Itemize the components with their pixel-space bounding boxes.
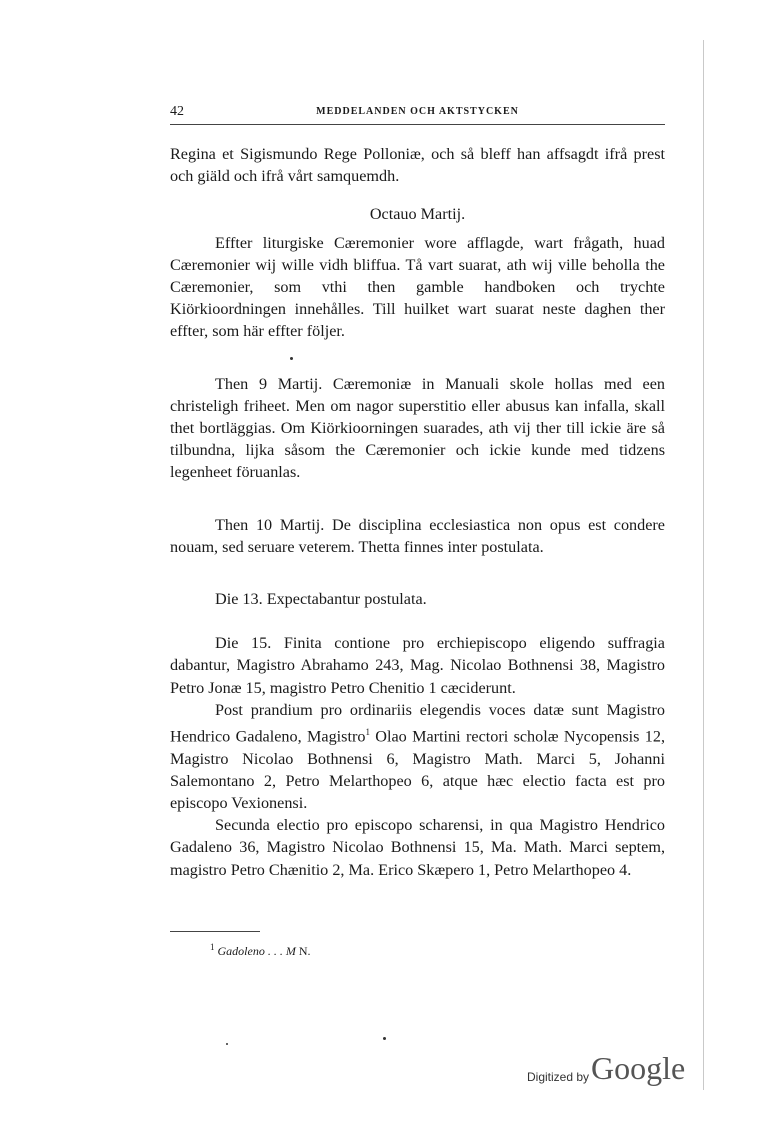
page-number: 42 — [170, 104, 184, 119]
speck — [290, 357, 293, 360]
post-prandium-text-a: Post prandium pro ordinariis elegendis voces datæ sunt Magistro Hendrico Gadaleno, Magistro — [170, 700, 665, 746]
paragraph-9-martij: Then 9 Martij. Cæremoniæ in Manuali skole hollas med een christeligh friheet. Men om nagor superstitio eller abusus kan infalla, skall thet bortläggias. Om Kiörkioorningen suarades, ath vij ther till ickie äre så tilbundna, lijka såsom the Cæremonier och ickie kunde med tidzens legenheet föruanlas. — [170, 374, 665, 482]
paragraph-die-13: Die 13. Expectabantur postulata. — [215, 590, 427, 609]
paragraph-secunda-electio: Secunda electio pro episcopo scharensi, in qua Magistro Hendrico Gadaleno 36, Magistro Nicolao Bothnensi 15, Ma. Math. Marci septem, magistro Petro Chænitio 2, Ma. Erico Skæpero 1, Petro Melarthopeo 4. — [170, 816, 665, 879]
paragraph-10-martij: Then 10 Martij. De disciplina ecclesiastica non opus est condere nouam, sed seruare veterem. Thetta finnes inter postulata. — [170, 515, 665, 556]
speck — [383, 1037, 386, 1040]
header-rule — [170, 124, 665, 125]
footnote-end: N. — [295, 944, 311, 958]
footnote — [210, 942, 311, 959]
footnote-italic: Gadoleno . . . M — [217, 944, 296, 958]
paragraph-die-15: Die 15. Finita contione pro erchiepiscopo eligendo suffragia dabantur, Magistro Abrahamo 243, Mag. Nicolao Bothnensi 38, Magistro Petro Jonæ 15, magistro Petro Chenitio 1 cæciderunt. — [170, 634, 665, 697]
page-header — [170, 104, 665, 122]
scan-edge-line — [703, 40, 704, 1090]
watermark-prefix: Digitized by — [527, 1070, 590, 1084]
footnote-rule — [170, 931, 260, 932]
footnote-reference: 1 — [365, 727, 370, 738]
digitized-watermark — [527, 1050, 697, 1090]
footnote-mark: 1 — [210, 942, 215, 952]
body-text — [170, 143, 665, 881]
speck — [226, 1043, 228, 1045]
paragraph-post-prandium — [170, 699, 665, 814]
paragraph-liturgy: Effter liturgiske Cæremonier wore afflagde, wart frågath, huad Cæremonier wij wille vidh bliffua. Tå vart suarat, ath wij ville beholla the Cæremonier, som vthi then gamble handboken och trychte Kiörkioordningen innehålles. Till huilket wart suarat neste daghen ther effter, som här effter följer. — [170, 233, 665, 341]
running-head: MEDDELANDEN OCH AKTSTYCKEN — [316, 106, 519, 117]
post-prandium-text-b: Olao Martini rectori scholæ Nycopensis 12, Magistro Nicolao Bothnensi 6, Magistro Math. Marci 5, Johanni Salemontano 2, Petro Melarthopeo 6, atque hæc electio facta est pro episcopo Vexionensi. — [170, 727, 665, 813]
paragraph-continuation: Regina et Sigismundo Rege Polloniæ, och så bleff han affsagdt ifrå prest och giäld och ifrå vårt samquemdh. — [170, 145, 665, 186]
section-heading: Octauo Martij. — [369, 205, 466, 224]
google-logo: Google — [591, 1050, 686, 1086]
